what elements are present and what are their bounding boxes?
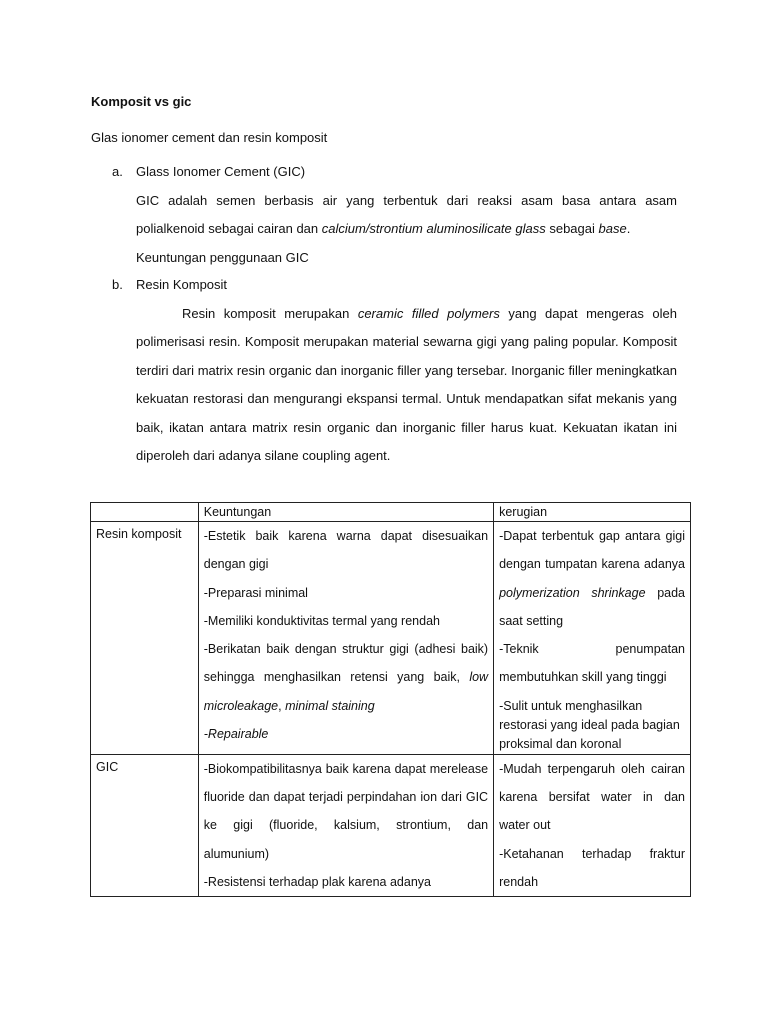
section-b-text-2: yang dapat mengeras oleh polimerisasi resin. Komposit merupakan material sewarna gigi yang paling popular. Komposit terdiri dari matrix resin organic dan inorganic filler yang tersebar. Inorganic filler meningkatkan kekuatan restorasi dan mengurangi ekspansi termal. Untuk mendapatkan sifat mekanis yang baik, ikatan antara matrix resin organic dan inorganic filler harus kuat. Kekuatan ikatan ini diperoleh dari adanya silane coupling agent. [136,305,677,463]
row-label-gic: GIC [91,754,199,896]
gic-keuntungan-cell [198,754,493,896]
gic-kerugian-cell [494,754,691,896]
section-b-marker: b. [112,277,123,292]
section-a-text-1: GIC adalah semen berbasis air yang terbentuk dari reaksi asam basa antara asam polialkenoid sebagai cairan dan [136,192,677,236]
section-b-heading: Resin Komposit [136,277,228,292]
resin-pro-4-italic-1: low microleakage [203,670,489,713]
table-header-row [91,503,691,522]
section-a-text-2: sebagai [545,221,599,236]
resin-con-3: -Sulit untuk menghasilkan restorasi yang ideal pada bagian proksimal dan koronal [499,698,680,751]
resin-con-1-text-2: pada saat setting [499,585,686,628]
gic-pro-1: -Biokompatibilitasnya baik karena dapat merelease fluoride dan dapat terjadi perpindahan ion dari GIC ke gigi (fluoride, kalsium, strontium, dan alumunium) [203,761,489,861]
resin-pro-1: -Estetik baik karena warna dapat disesuaikan dengan gigi [203,529,489,572]
row-label-resin: Resin komposit [91,522,199,755]
table-row-gic [91,754,691,896]
gic-con-1: -Mudah terpengaruh oleh cairan karena bersifat water in dan water out [499,761,685,833]
resin-pro-3: -Memiliki konduktivitas termal yang rendah [203,613,440,628]
resin-pro-2: -Preparasi minimal [203,585,308,600]
section-b [112,271,677,471]
resin-pro-4-text-2: , [278,698,286,713]
section-b-paragraph [112,300,677,471]
table-header-keuntungan: Keuntungan [198,503,493,522]
resin-pro-4 [204,635,488,720]
section-b-heading-row [112,271,677,300]
section-a-text-3: . [626,221,631,236]
document-title: Komposit vs gic [91,94,192,109]
section-b-italic-1: ceramic filled polymers [357,305,500,321]
table-row-resin [91,522,691,755]
resin-con-1-italic: polymerization shrinkage [499,585,646,600]
table-header-kerugian: kerugian [494,503,691,522]
resin-kerugian-cell [494,522,691,755]
section-a-italic-1: calcium/strontium aluminosilicate glass [321,221,546,236]
section-b-text-1: Resin komposit merupakan [182,305,358,321]
resin-con-1-text-1: -Dapat terbentuk gap antara gigi dengan tumpatan karena adanya [499,529,685,572]
resin-pro-5-row [204,720,488,748]
resin-pro-5: -Repairable [203,727,269,742]
comparison-table [90,502,691,897]
gic-pro-2: -Resistensi terhadap plak karena adanya [203,874,431,889]
section-a-italic-2: base [598,221,627,236]
table-header-cell [91,503,199,522]
resin-pro-4-text-1: -Berikatan baik dengan struktur gigi (adhesi baik) sehingga menghasilkan retensi yang baik, [203,642,489,685]
document-subtitle: Glas ionomer cement dan resin komposit [91,130,328,145]
gic-con-2: -Ketahanan terhadap fraktur rendah [499,846,685,889]
resin-con-1 [499,522,685,635]
resin-keuntungan-cell [198,522,493,755]
resin-pro-4-italic-2: minimal staining [285,698,375,713]
section-a-marker: a. [112,164,123,179]
section-a-heading-row [112,158,677,187]
section-a-paragraph [112,187,677,244]
section-a-keuntungan-line: Keuntungan penggunaan GIC [136,249,309,265]
resin-con-2: -Teknik penumpatan membutuhkan skill yang tinggi [499,642,685,685]
section-a [112,158,677,272]
section-a-heading: Glass Ionomer Cement (GIC) [136,164,306,179]
